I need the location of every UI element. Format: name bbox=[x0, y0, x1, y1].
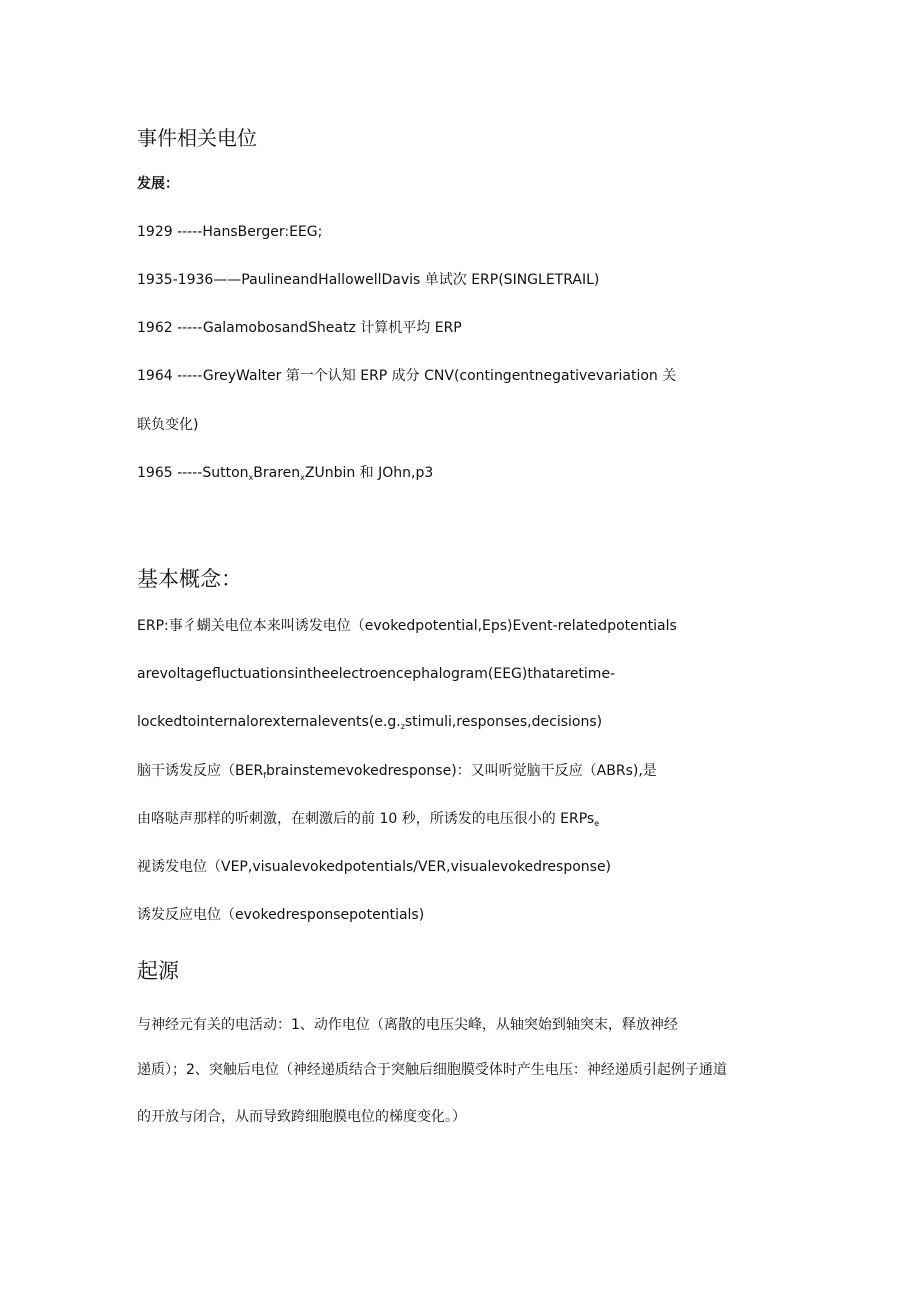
ber-line1-sub: f bbox=[263, 771, 267, 780]
origin-paragraph-line1: 与神经元有关的电活动：1、动作电位（离散的电压尖峰，从轴突始到轴突末，释放神经 bbox=[137, 1017, 678, 1033]
timeline-1964-line2: 联负变化) bbox=[137, 417, 199, 433]
development-heading: 发展： bbox=[137, 176, 179, 192]
timeline-1965-part-b: Braren bbox=[253, 465, 301, 481]
timeline-1965-sub-2: x bbox=[300, 473, 305, 482]
origin-paragraph-line3: 的开放与闭合，从而导致跨细胞膜电位的梯度变化。） bbox=[137, 1109, 466, 1125]
evoked-response-definition: 诱发反应电位（evokedresponsepotentials) bbox=[137, 907, 425, 923]
timeline-1964-line1: 1964 -----GreyWalter 第一个认知 ERP 成分 CNV(contingentnegativevariation 关 bbox=[137, 368, 677, 384]
erp-line3-part-a: lockedtointernalorexternalevents(e.g. bbox=[137, 714, 401, 730]
timeline-1965 bbox=[137, 463, 433, 483]
ber-line1-part-b: brainstemevokedresponse)：又叫听觉脑干反应（ABRs),是 bbox=[266, 763, 657, 779]
page-title: 事件相关电位 bbox=[137, 126, 257, 150]
ber-line2-part-a: 由咯哒声那样的听刺激，在刺激后的前 10 秒，所诱发的电压很小的 ERPs bbox=[137, 811, 595, 827]
timeline-1935: 1935-1936——PaulineandHallowellDavis 单试次 ERP(SINGLETRAIL) bbox=[137, 272, 600, 288]
ber-line1-part-a: 脑干诱发反应（BER bbox=[137, 763, 264, 779]
erp-line3-sub: z bbox=[400, 722, 405, 731]
ber-definition-line1 bbox=[137, 761, 657, 781]
timeline-1965-sub-1: x bbox=[248, 473, 254, 482]
erp-line3-part-b: stimuli,responses,decisions) bbox=[404, 714, 603, 730]
timeline-1965-part-a: 1965 -----Sutton bbox=[137, 465, 249, 481]
timeline-1965-part-c: ZUnbin 和 JOhn,p3 bbox=[304, 465, 434, 481]
timeline-1929: 1929 -----HansBerger:EEG; bbox=[137, 224, 323, 240]
erp-definition-line2: arevoltagefluctuationsintheelectroencephalogram(EEG)thataretime- bbox=[137, 666, 616, 682]
erp-definition-line3 bbox=[137, 712, 602, 732]
origin-heading: 起源 bbox=[137, 959, 179, 983]
vep-definition: 视诱发电位（VEP,visualevokedpotentials/VER,visualevokedresponse) bbox=[137, 859, 612, 875]
origin-paragraph-line2: 递质）；2、突触后电位（神经递质结合于突触后细胞膜受体时产生电压：神经递质引起例子通道 bbox=[137, 1062, 727, 1078]
ber-definition-line2 bbox=[137, 809, 599, 829]
ber-line2-sub: e bbox=[594, 819, 600, 828]
timeline-1962: 1962 -----GalamobosandSheatz 计算机平均 ERP bbox=[137, 320, 462, 336]
concepts-heading: 基本概念： bbox=[137, 567, 242, 591]
erp-definition-line1: ERP:事彳蝴关电位本来叫诱发电位（evokedpotential,Eps)Event-relatedpotentials bbox=[137, 618, 677, 634]
